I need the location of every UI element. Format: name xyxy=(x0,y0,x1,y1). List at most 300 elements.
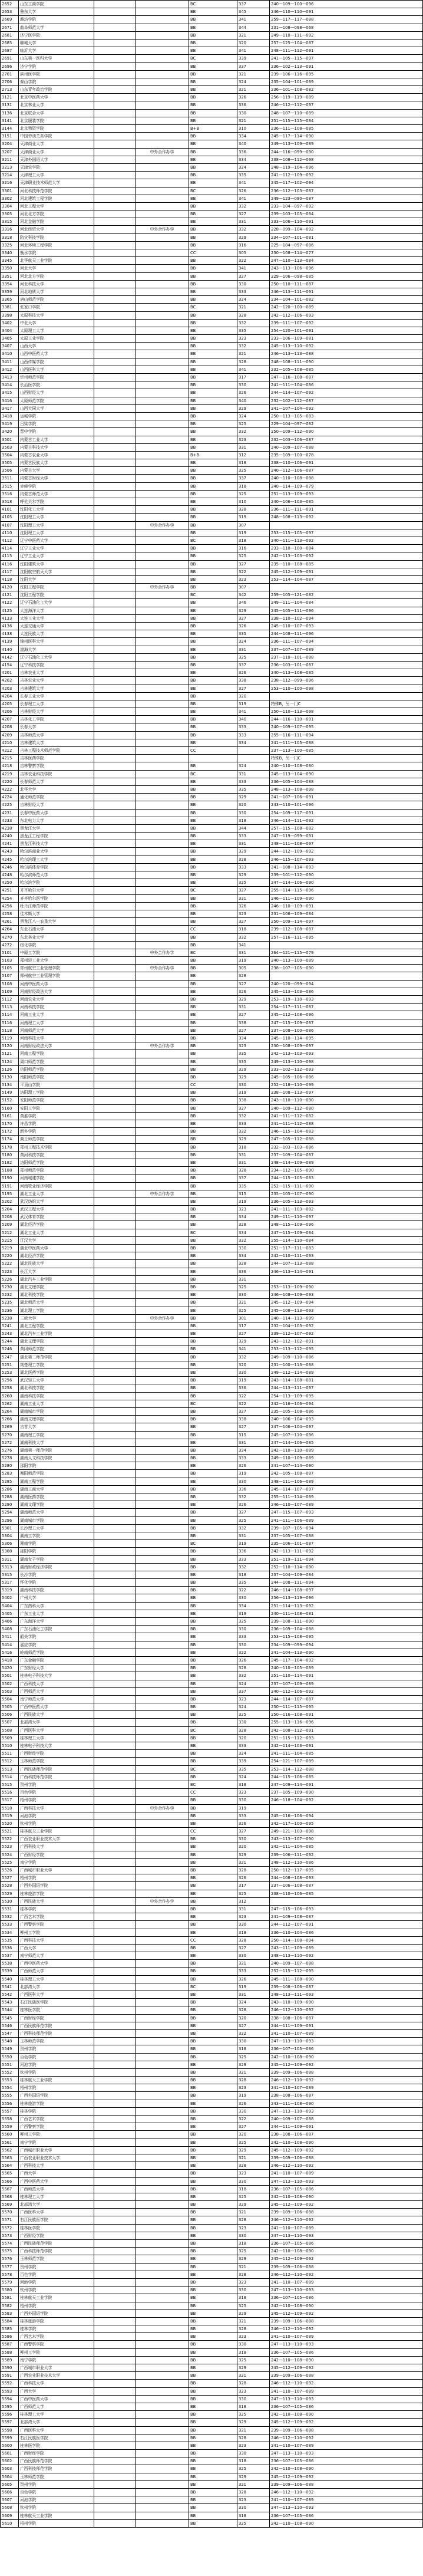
note-cell xyxy=(136,2209,189,2216)
range-cell: 252—115—111—090 xyxy=(270,1183,423,1190)
score-cell: 323 xyxy=(237,436,270,443)
note-cell xyxy=(136,491,189,498)
range-cell: 249—109—110—086 xyxy=(270,1354,423,1361)
code-cell: 5253 xyxy=(0,1369,19,1376)
code-cell: 5530 xyxy=(0,1898,19,1905)
level-cell: BB xyxy=(189,646,237,653)
note-cell xyxy=(136,1486,189,1493)
school-cell: 河南科技学院 xyxy=(19,1004,94,1011)
spacer-cell xyxy=(94,561,136,568)
spacer-cell xyxy=(94,2450,136,2457)
code-cell: 4117 xyxy=(0,568,19,575)
range-cell: 251—110—114—091 xyxy=(270,1672,423,1679)
spacer-cell xyxy=(94,47,136,54)
range-cell: 243—114—108—081 xyxy=(270,1377,423,1384)
spacer-cell xyxy=(94,576,136,583)
level-cell: BB xyxy=(189,405,237,412)
school-cell: 湖南工学院 xyxy=(19,1532,94,1539)
score-cell: 330 xyxy=(237,2108,270,2115)
range-cell: 255—111—114—089 xyxy=(270,1493,423,1501)
spacer-cell xyxy=(94,2481,136,2488)
spacer-cell xyxy=(94,343,136,350)
note-cell xyxy=(136,257,189,264)
score-cell: 325 xyxy=(237,420,270,427)
code-cell: 4250 xyxy=(0,879,19,886)
spacer-cell xyxy=(94,2201,136,2208)
note-cell xyxy=(136,771,189,778)
note-cell xyxy=(136,2318,189,2325)
note-cell xyxy=(136,2154,189,2162)
score-cell: 320 xyxy=(237,1735,270,1742)
range-cell: 250—113—105—083 xyxy=(270,413,423,420)
range-cell: 247—113—110—093 xyxy=(270,2178,423,2185)
score-cell: 321 xyxy=(237,32,270,39)
school-cell: 湖北汽车工业学院 xyxy=(19,1330,94,1337)
school-cell: 武汉工程大学 xyxy=(19,1206,94,1213)
table-row xyxy=(0,552,423,560)
note-cell xyxy=(136,957,189,964)
range-cell: 253—115—108—095 xyxy=(270,1633,423,1640)
school-cell: 吉林农业大学 xyxy=(19,669,94,676)
code-cell: 4118 xyxy=(0,576,19,583)
table-row xyxy=(0,623,423,630)
range-cell: 245—112—109—092 xyxy=(270,2255,423,2262)
spacer-cell xyxy=(94,887,136,894)
range-cell: 241—107—106—091 xyxy=(270,794,423,801)
code-cell: 4122 xyxy=(0,599,19,606)
range-cell: 237—107—109—089 xyxy=(270,1680,423,1687)
spacer-cell xyxy=(94,1159,136,1166)
table-row xyxy=(0,1260,423,1268)
spacer-cell xyxy=(94,529,136,537)
level-cell: BB xyxy=(189,934,237,941)
code-cell: 5547 xyxy=(0,2030,19,2037)
range-cell: 239—103—105—084 xyxy=(270,210,423,218)
table-row xyxy=(0,2216,423,2224)
spacer-cell xyxy=(94,2045,136,2052)
school-cell: 沈阳化工大学 xyxy=(19,506,94,513)
table-row xyxy=(0,1167,423,1175)
code-cell: 3131 xyxy=(0,101,19,108)
score-cell: 325 xyxy=(237,2520,270,2527)
spacer-cell xyxy=(94,817,136,824)
score-cell: 325 xyxy=(237,491,270,498)
level-cell: BB xyxy=(189,2442,237,2449)
range-cell: 241—110—107—089 xyxy=(270,2279,423,2286)
spacer-cell xyxy=(94,2294,136,2301)
table-row xyxy=(0,1867,423,1874)
code-cell: 4202 xyxy=(0,677,19,684)
table-row xyxy=(0,1,423,8)
range-cell: 245—112—109—092 xyxy=(270,2473,423,2480)
spacer-cell xyxy=(94,1245,136,1252)
spacer-cell xyxy=(94,1509,136,1516)
score-cell: 331 xyxy=(237,1152,270,1159)
note-cell xyxy=(136,327,189,334)
score-cell: 331 xyxy=(237,949,270,956)
note-cell xyxy=(136,2341,189,2348)
table-row xyxy=(0,234,423,242)
table-row xyxy=(0,1074,423,1081)
spacer-cell xyxy=(94,2442,136,2449)
table-row xyxy=(0,879,423,887)
spacer-cell xyxy=(94,179,136,186)
score-cell: 325 xyxy=(237,2193,270,2200)
range-cell: 241—110—107—089 xyxy=(270,2030,423,2037)
code-cell: 4215 xyxy=(0,755,19,762)
table-row xyxy=(0,685,423,693)
range-cell: 253—114—112—088 xyxy=(270,1766,423,1773)
school-cell: 天津农学院 xyxy=(19,164,94,171)
school-cell: 桂林学院 xyxy=(19,1906,94,1913)
school-cell: 滨州医学院 xyxy=(19,71,94,78)
school-cell: 吉林医药学院 xyxy=(19,755,94,762)
range-cell: 253—113—109—090 xyxy=(270,1284,423,1291)
note-cell xyxy=(136,2512,189,2519)
table-row xyxy=(0,226,423,233)
level-cell: BB xyxy=(189,1774,237,1781)
score-cell: 328 xyxy=(237,1937,270,1944)
school-cell: 沈阳理工大学 xyxy=(19,514,94,521)
code-cell: 3414 xyxy=(0,381,19,389)
score-cell: 325 xyxy=(237,2054,270,2061)
spacer-cell xyxy=(94,662,136,669)
level-cell: BB xyxy=(189,685,237,692)
table-row xyxy=(0,1011,423,1019)
level-cell: BB xyxy=(189,599,237,606)
school-cell: 桂林航天工业学院 xyxy=(19,2077,94,2084)
level-cell: BB xyxy=(189,972,237,979)
table-row xyxy=(0,708,423,716)
table-row xyxy=(0,475,423,482)
score-cell: 325 xyxy=(237,2139,270,2146)
code-cell: 5602 xyxy=(0,2457,19,2465)
school-cell: 山东第一医科大学 xyxy=(19,55,94,62)
range-cell: 239—109—106—088 xyxy=(270,2209,423,2216)
table-row xyxy=(0,2264,423,2271)
spacer-cell xyxy=(94,1929,136,1936)
table-row xyxy=(0,40,423,47)
note-cell xyxy=(136,2434,189,2442)
score-cell: 321 xyxy=(237,2209,270,2216)
level-cell: CC xyxy=(189,249,237,256)
table-row xyxy=(0,1657,423,1664)
note-cell xyxy=(136,1952,189,1959)
code-cell: 5416 xyxy=(0,1649,19,1656)
spacer-cell xyxy=(94,1890,136,1897)
note-cell xyxy=(136,2006,189,2014)
note-cell xyxy=(136,840,189,847)
school-cell: 内蒙古工业大学 xyxy=(19,436,94,443)
spacer-cell xyxy=(94,1672,136,1679)
range-cell: 244—115—105—083 xyxy=(270,1175,423,1182)
level-cell: BB xyxy=(189,1735,237,1742)
school-cell: 桂林航天工业学院 xyxy=(19,2512,94,2519)
note-cell xyxy=(136,40,189,47)
score-cell: 326 xyxy=(237,1976,270,1983)
spacer-cell xyxy=(94,1859,136,1866)
spacer-cell xyxy=(94,1439,136,1446)
range-cell: 245—111—108—090 xyxy=(270,1976,423,1983)
range-cell: 239—109—106—088 xyxy=(270,2069,423,2076)
score-cell: 318 xyxy=(237,2512,270,2519)
school-cell: 临沂大学 xyxy=(19,47,94,54)
school-cell: 广东工业大学 xyxy=(19,1610,94,1617)
level-cell: BB xyxy=(189,2496,237,2503)
code-cell: 5283 xyxy=(0,1470,19,1477)
code-cell: 3505 xyxy=(0,459,19,466)
level-cell: BC xyxy=(189,55,237,62)
school-cell: 南宁学院 xyxy=(19,1859,94,1866)
school-cell: 广西师范大学 xyxy=(19,1688,94,1695)
school-cell: 北部湾大学 xyxy=(19,1719,94,1726)
level-cell: BB xyxy=(189,2178,237,2185)
school-cell: 天津外国语大学 xyxy=(19,156,94,163)
range-cell: 241—111—105—088 xyxy=(270,739,423,746)
table-row xyxy=(0,1284,423,1291)
code-cell: 5121 xyxy=(0,1050,19,1057)
table-row xyxy=(0,2341,423,2348)
code-cell: 5220 xyxy=(0,1252,19,1259)
spacer-cell xyxy=(94,2380,136,2387)
level-cell: BB xyxy=(189,669,237,676)
spacer-cell xyxy=(94,1144,136,1151)
code-cell: 4154 xyxy=(0,662,19,669)
note-cell xyxy=(136,762,189,769)
range-cell: 231—108—098—068 xyxy=(270,24,423,31)
table-row xyxy=(0,840,423,848)
score-cell: 318 xyxy=(237,926,270,933)
table-row xyxy=(0,172,423,179)
table-row xyxy=(0,848,423,856)
level-cell: BB xyxy=(189,2022,237,2029)
score-cell: 329 xyxy=(237,848,270,855)
table-row xyxy=(0,2092,423,2100)
range-cell: 251—114—113—092 xyxy=(270,1603,423,1610)
score-cell xyxy=(237,747,270,754)
school-cell: 武汉轻工大学 xyxy=(19,1377,94,1384)
school-cell: 内蒙古师范大学 xyxy=(19,491,94,498)
spacer-cell xyxy=(94,1556,136,1563)
note-cell xyxy=(136,2092,189,2099)
spacer-cell xyxy=(94,2216,136,2223)
school-cell: 忻州师范学院 xyxy=(19,374,94,381)
spacer-cell xyxy=(94,1361,136,1368)
spacer-cell xyxy=(94,78,136,85)
code-cell: 3516 xyxy=(0,491,19,498)
score-cell: 323 xyxy=(237,1696,270,1703)
level-cell: BB xyxy=(189,2092,237,2099)
level-cell: BB xyxy=(189,16,237,23)
level-cell: BB xyxy=(189,1221,237,1228)
table-row xyxy=(0,2294,423,2302)
code-cell: 2671 xyxy=(0,24,19,31)
school-cell: 邵阳学院 xyxy=(19,1462,94,1469)
level-cell: BB xyxy=(189,242,237,249)
note-cell xyxy=(136,755,189,762)
table-row xyxy=(0,1237,423,1245)
level-cell: BB xyxy=(189,195,237,202)
level-cell: BB xyxy=(189,2030,237,2037)
school-cell: 济宁学院 xyxy=(19,63,94,70)
level-cell: BB xyxy=(189,101,237,108)
table-row xyxy=(0,1882,423,1890)
spacer-cell xyxy=(94,1284,136,1291)
level-cell: BB xyxy=(189,1089,237,1096)
code-cell: 5535 xyxy=(0,1937,19,1944)
table-row xyxy=(0,366,423,374)
spacer-cell xyxy=(94,957,136,964)
note-cell xyxy=(136,2357,189,2364)
score-cell: 330 xyxy=(237,381,270,389)
score-cell: 318 xyxy=(237,1571,270,1578)
spacer-cell xyxy=(94,203,136,210)
code-cell: 5541 xyxy=(0,1983,19,1991)
level-cell: BB xyxy=(189,1890,237,1897)
code-cell: 5579 xyxy=(0,2279,19,2286)
note-cell xyxy=(136,1439,189,1446)
spacer-cell xyxy=(94,1898,136,1905)
note-cell xyxy=(136,2264,189,2271)
note-cell xyxy=(136,1066,189,1073)
note-cell xyxy=(136,452,189,459)
range-cell: 242—113—103—093 xyxy=(270,1050,423,1057)
range-cell: 246—112—110—092 xyxy=(270,2434,423,2442)
level-cell: BB xyxy=(189,1183,237,1190)
spacer-cell xyxy=(94,444,136,451)
level-cell: BB xyxy=(189,817,237,824)
code-cell: 3503 xyxy=(0,444,19,451)
level-cell: BB xyxy=(189,1237,237,1244)
note-cell xyxy=(136,1828,189,1835)
level-cell: BB xyxy=(189,856,237,863)
score-cell: 325 xyxy=(237,879,270,886)
code-cell: 4222 xyxy=(0,786,19,793)
score-cell: 328 xyxy=(237,1260,270,1267)
table-row xyxy=(0,1820,423,1828)
code-cell: 4205 xyxy=(0,700,19,708)
code-cell: 5566 xyxy=(0,2178,19,2185)
level-cell: BB xyxy=(189,957,237,964)
spacer-cell xyxy=(94,288,136,295)
spacer-cell xyxy=(94,568,136,575)
school-cell: 广东石油化工学院 xyxy=(19,1626,94,1633)
score-cell: 333 xyxy=(237,778,270,785)
note-cell xyxy=(136,662,189,669)
spacer-cell xyxy=(94,1851,136,1858)
range-cell: 241—108—114—093 xyxy=(270,864,423,871)
table-row xyxy=(0,1991,423,1999)
level-cell: BB xyxy=(189,2504,237,2511)
school-cell: 天津职业技术师范大学 xyxy=(19,179,94,186)
score-cell: 319 xyxy=(237,1089,270,1096)
table-row xyxy=(0,2015,423,2022)
range-cell: 249—113—109—089 xyxy=(270,140,423,147)
code-cell: 5269 xyxy=(0,1423,19,1430)
level-cell: BB xyxy=(189,2465,237,2472)
level-cell: BB xyxy=(189,1618,237,1625)
school-cell: 郑州工程技术学院 xyxy=(19,1144,94,1151)
score-cell: 334 xyxy=(237,133,270,140)
school-cell: 湖南科技大学 xyxy=(19,1439,94,1446)
spacer-cell xyxy=(94,304,136,311)
range-cell: 242—113—111—092 xyxy=(270,1548,423,1555)
range-cell: 247—113—110—093 xyxy=(270,2450,423,2457)
spacer-cell xyxy=(94,1501,136,1508)
range-cell: 241—109—108—087 xyxy=(270,1913,423,1920)
code-cell: 5152 xyxy=(0,1097,19,1104)
level-cell: BB xyxy=(189,63,237,70)
score-cell: 330 xyxy=(237,2504,270,2511)
table-row xyxy=(0,895,423,903)
spacer-cell xyxy=(94,320,136,327)
code-cell: 2713 xyxy=(0,86,19,93)
range-cell: 255—114—115—096 xyxy=(270,887,423,894)
school-cell: 齐齐哈尔大学 xyxy=(19,887,94,894)
range-cell: 254—113—109—095 xyxy=(270,1393,423,1400)
note-cell xyxy=(136,708,189,715)
spacer-cell xyxy=(94,2061,136,2068)
school-cell: 北部湾大学 xyxy=(19,2201,94,2208)
note-cell xyxy=(136,1393,189,1400)
range-cell: 238—112—099—096 xyxy=(270,677,423,684)
range-cell: 241—112—109—092 xyxy=(270,172,423,179)
level-cell: BB xyxy=(189,1345,237,1353)
note-cell xyxy=(136,1167,189,1174)
table-row xyxy=(0,1478,423,1486)
table-row xyxy=(0,2038,423,2045)
code-cell: 5560 xyxy=(0,2131,19,2138)
range-cell: 240—111—113—092 xyxy=(270,537,423,544)
score-cell: 326 xyxy=(237,389,270,396)
level-cell: BB xyxy=(189,1525,237,1532)
score-cell: 324 xyxy=(237,638,270,645)
level-cell: CC xyxy=(189,1828,237,1835)
level-cell: BB xyxy=(189,942,237,949)
school-cell: 山西医科大学 xyxy=(19,366,94,373)
range-cell: 234—109—099—094 xyxy=(270,1641,423,1649)
level-cell: BB xyxy=(189,2045,237,2052)
level-cell: BB xyxy=(189,2302,237,2309)
level-cell: BC xyxy=(189,187,237,195)
code-cell: 3412 xyxy=(0,366,19,373)
range-cell: 246—112—110—092 xyxy=(270,2489,423,2496)
range-cell: 245—112—109—092 xyxy=(270,2147,423,2154)
note-cell: 中外合作办学 xyxy=(136,965,189,972)
spacer-cell xyxy=(94,1952,136,1959)
score-cell: 325 xyxy=(237,1307,270,1314)
code-cell: 3420 xyxy=(0,428,19,435)
note-cell xyxy=(136,981,189,988)
code-cell: 5319 xyxy=(0,1587,19,1594)
spacer-cell xyxy=(94,926,136,933)
range-cell: 240—109—107—095 xyxy=(270,723,423,731)
school-cell: 北华大学 xyxy=(19,786,94,793)
score-cell: 321 xyxy=(237,71,270,78)
spacer-cell xyxy=(94,381,136,389)
code-cell: 5402 xyxy=(0,1594,19,1601)
spacer-cell xyxy=(94,2193,136,2200)
note-cell: 中外合作办学 xyxy=(136,522,189,529)
spacer-cell xyxy=(94,1571,136,1578)
score-cell: 328 xyxy=(237,972,270,979)
level-cell: BB xyxy=(189,1509,237,1516)
score-cell: 334 xyxy=(237,1252,270,1259)
table-row xyxy=(0,413,423,420)
level-cell: BB xyxy=(189,716,237,723)
table-row xyxy=(0,1774,423,1781)
spacer-cell xyxy=(94,452,136,459)
